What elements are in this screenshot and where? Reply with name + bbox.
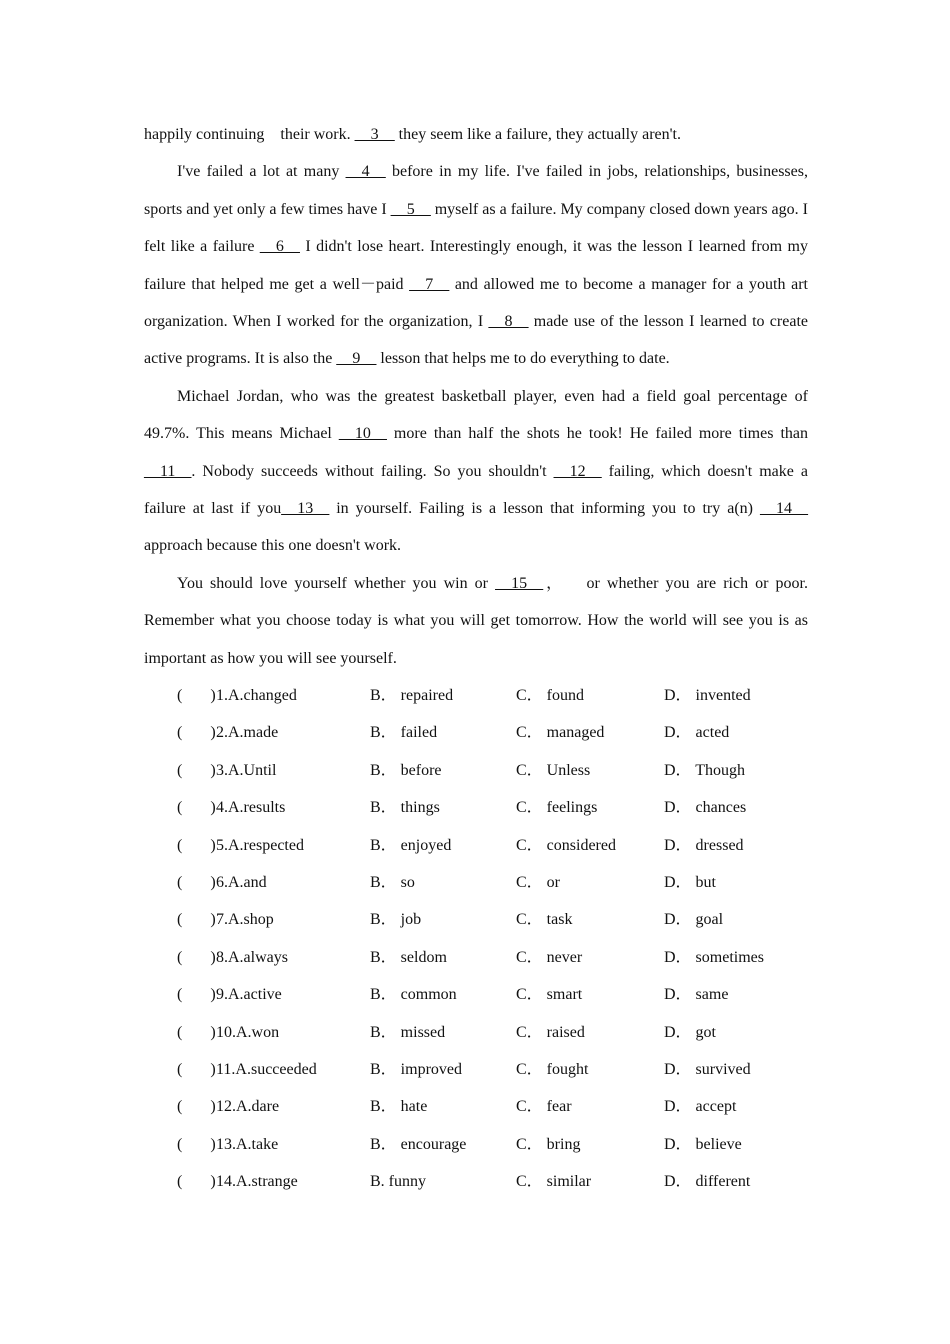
answer-blank: ( ) <box>177 1135 216 1153</box>
passage-text: made use of the lesson I learned to create active programs. It is also the <box>144 313 808 368</box>
option-a: 9.A.active <box>216 986 282 1004</box>
option-a: 13.A.take <box>216 1135 279 1153</box>
blank-number: __13__ <box>281 500 330 518</box>
answer-blank: ( ) <box>177 724 216 742</box>
question-row <box>144 1014 808 1051</box>
answer-blank: ( ) <box>177 761 216 779</box>
passage-text: and allowed me to become a manager for a youth art organization. When I worked for the organization, I <box>144 275 809 331</box>
answer-blank: ( ) <box>177 986 216 1004</box>
option-d: D． dressed <box>664 836 744 854</box>
question-row <box>144 714 808 751</box>
option-c: C． bring <box>516 1135 581 1153</box>
option-a: 10.A.won <box>216 1023 280 1041</box>
option-b: B． things <box>370 799 440 817</box>
blank-number: __15__ <box>495 574 544 592</box>
option-c: C． fought <box>516 1061 589 1078</box>
option-c: C． feelings <box>516 799 598 817</box>
answer-blank: ( ) <box>177 911 216 929</box>
passage-text: they seem like a failure, they actually aren't. <box>394 126 681 143</box>
answer-blank: ( ) <box>177 1023 216 1041</box>
passage-text: lesson that helps me to do everything to date. <box>376 350 670 368</box>
option-a: 7.A.shop <box>216 911 274 929</box>
option-d: D． got <box>664 1023 717 1041</box>
option-d: D． but <box>664 874 717 892</box>
answer-blank: ( ) <box>177 1173 216 1191</box>
option-b: B． common <box>370 986 457 1004</box>
option-b: B． failed <box>370 724 438 742</box>
option-b: B． improved <box>370 1061 462 1078</box>
option-b: B． encourage <box>370 1135 467 1153</box>
option-a: 1.A.changed <box>216 687 297 705</box>
passage-text: more than half the shots he took! He failed more times than <box>386 425 808 443</box>
option-a: 14.A.strange <box>216 1173 298 1191</box>
blank-number: __7__ <box>409 275 450 293</box>
option-d: D． invented <box>664 687 751 705</box>
blank-number: __14__ <box>760 500 808 518</box>
blank-number: __8__ <box>488 313 529 331</box>
passage-paragraph <box>144 565 808 677</box>
option-d: D． same <box>664 986 729 1004</box>
option-c: C． smart <box>516 986 583 1004</box>
passage-text: . Nobody succeeds without failing. So you shouldn't <box>191 462 554 480</box>
option-c: C． Unless <box>516 761 591 779</box>
option-c: C． never <box>516 948 583 966</box>
passage-text: failing, which doesn't make a failure at last if you <box>144 462 808 518</box>
option-b: B． hate <box>370 1098 428 1116</box>
cloze-passage <box>144 116 808 677</box>
option-a: 4.A.results <box>216 799 286 817</box>
option-d: D． believe <box>664 1135 742 1153</box>
question-row <box>144 1126 808 1163</box>
blank-number: __5__ <box>390 200 431 218</box>
option-b: B． seldom <box>370 948 447 966</box>
passage-paragraph <box>144 116 808 153</box>
option-d: D． chances <box>664 799 747 817</box>
passage-text: You should love yourself whether you win or <box>177 574 496 592</box>
option-d: D． sometimes <box>664 948 764 966</box>
question-row <box>144 976 808 1013</box>
option-b: B． repaired <box>370 687 454 705</box>
question-row <box>144 752 808 789</box>
option-a: 8.A.always <box>216 948 288 966</box>
answer-blank: ( ) <box>177 1098 216 1116</box>
blank-number: __10__ <box>338 425 387 443</box>
document-page <box>144 116 808 1201</box>
question-row <box>144 901 808 938</box>
option-c: C． task <box>516 911 573 929</box>
option-a: 5.A.respected <box>216 836 304 854</box>
option-b: B． before <box>370 761 442 779</box>
option-d: D． survived <box>664 1061 751 1078</box>
option-d: D． accept <box>664 1098 737 1116</box>
option-d: D． Though <box>664 761 746 779</box>
answer-blank: ( ) <box>177 687 216 705</box>
passage-text: before in my life. I've failed in jobs, relationships, businesses, sports and yet only a few times have I <box>144 163 808 218</box>
passage-text: happily continuing their work. <box>144 126 355 143</box>
passage-text: myself as a failure. My company closed down years ago. I felt like a failure <box>144 200 809 256</box>
option-b: B． enjoyed <box>370 836 452 854</box>
question-row <box>144 1051 808 1088</box>
question-row <box>144 1163 808 1200</box>
option-c: C． or <box>516 874 561 892</box>
passage-paragraph <box>144 153 808 377</box>
question-row <box>144 789 808 826</box>
blank-number: __6__ <box>259 238 300 256</box>
option-c: C． fear <box>516 1098 572 1116</box>
option-b: B． so <box>370 874 415 892</box>
option-b: B． job <box>370 911 422 929</box>
question-row <box>144 677 808 714</box>
passage-text: I didn't lose heart. Interestingly enough, it was the lesson I learned from my failure that helped me get a well－paid <box>144 238 808 293</box>
option-a: 12.A.dare <box>216 1098 280 1116</box>
option-c: C． raised <box>516 1023 585 1041</box>
option-c: C． managed <box>516 724 605 742</box>
answer-blank: ( ) <box>177 874 216 892</box>
option-a: 2.A.made <box>216 724 279 742</box>
option-a: 11.A.succeeded <box>216 1061 317 1078</box>
option-d: D． acted <box>664 724 730 742</box>
answer-blank: ( ) <box>177 948 216 966</box>
option-d: D． goal <box>664 911 724 929</box>
option-b: B. funny <box>370 1173 426 1191</box>
question-row <box>144 827 808 864</box>
passage-text: I've failed a lot at many <box>177 163 346 181</box>
passage-text: in yourself. Failing is a lesson that informing you to try a(n) <box>329 500 760 518</box>
answer-blank: ( ) <box>177 836 216 854</box>
question-list <box>144 677 808 1200</box>
option-c: C． found <box>516 687 585 705</box>
question-row <box>144 864 808 901</box>
blank-number: __3__ <box>354 126 395 143</box>
option-c: C． considered <box>516 836 616 854</box>
question-row <box>144 939 808 976</box>
answer-blank: ( ) <box>177 799 216 817</box>
blank-number: __9__ <box>336 350 377 368</box>
option-a: 3.A.Until <box>216 761 277 779</box>
question-row <box>144 1088 808 1125</box>
passage-text: Michael Jordan, who was the greatest basketball player, even had a field goal percentage of 49.7%. This means Michael <box>144 387 808 443</box>
option-d: D． different <box>664 1173 751 1191</box>
passage-paragraph <box>144 378 808 565</box>
passage-text: ， or whether you are rich or poor. Remember what you choose today is what you will get tomorrow. How the world will see you is as important as how you will see yourself. <box>144 574 808 667</box>
option-a: 6.A.and <box>216 874 267 892</box>
blank-number: __12__ <box>553 462 602 480</box>
option-c: C． similar <box>516 1173 592 1191</box>
blank-number: __4__ <box>345 163 386 181</box>
blank-number: __11__ <box>144 462 192 480</box>
option-b: B． missed <box>370 1023 446 1041</box>
answer-blank: ( ) <box>177 1061 216 1078</box>
passage-text: approach because this one doesn't work. <box>144 537 402 555</box>
